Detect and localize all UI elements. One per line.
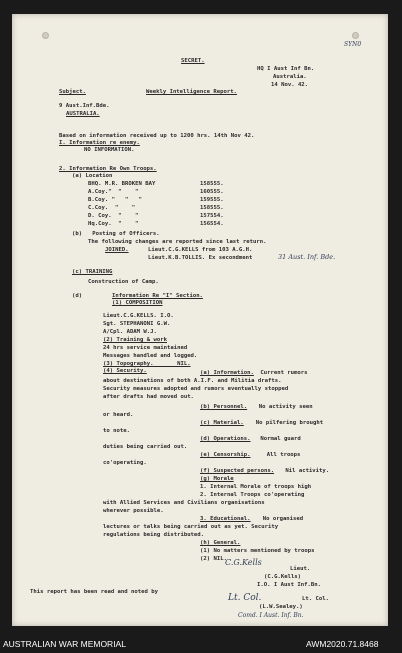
info-text: Current rumors [257,370,308,376]
section-1-heading: I. Information re enemy. [59,140,140,146]
to-note: to note. [103,428,130,434]
location-unit: Hq.Coy. " " [88,221,139,227]
d-label: (d) [72,293,83,299]
signature-name: (C.G.Kells) [264,574,302,580]
training-text: Construction of Camp. [88,279,159,285]
location-unit: C.Coy. " " [88,205,136,211]
location-ref: 158555. [200,205,224,211]
commander-rank: Lt. Col. [302,596,329,602]
morale-1: 1. Internal Morale of troops high [200,484,312,490]
footer-accession: AWM2020.71.8468 [306,639,379,649]
based-on: Based on information received up to 1200 hrs. 14th Nov 42. [59,133,255,139]
joined-2: Lieut.K.B.TOLLIS. Ex secondment [148,255,253,261]
personnel-text: No activity seen [252,404,313,410]
location-label: (a) Location [72,173,113,179]
punch-hole [352,32,359,39]
info-line: after drafts had moved out. [103,394,194,400]
general-label: (h) General. [200,540,241,546]
allied-line: wherever possible. [103,508,164,514]
personnel-label: (b) Personnel. [200,404,248,410]
info-line: about destinations of both A.I.F. and Militia drafts. [103,378,282,384]
handwritten-ref: SYN0 [344,41,362,48]
posting-label: (b) Posting of Officers. [72,231,160,237]
location-ref: 158555. [200,181,224,187]
general-1: (1) No matters mentioned by troops [200,548,315,554]
commander-signature: Lt. Col. [228,593,262,603]
operations-label: (d) Operations. [200,436,251,442]
educational-text: No organised [256,516,304,522]
comp-line: A/Cpl. ADAM W.J. [103,329,157,335]
training-label: (c) TRAINING [72,269,113,275]
cooperating: co'operating. [103,460,147,466]
censorship-label: (e) Censorship. [200,452,251,458]
signature-title: I.O. I Aust Inf.Bn. [257,582,321,588]
info-label: (a) Information. [200,370,254,376]
morale-label: (g) Morale [200,476,234,482]
general-2: (2) NIL. [200,556,227,562]
to-line-1: 9 Aust.Inf.Bde. [59,103,110,109]
censorship-text: All troops [260,452,301,458]
to-line-2: AUSTRALIA. [66,111,100,117]
joined-2-handwritten: 31 Aust. Inf. Bde. [278,253,336,261]
section-2-heading: 2. Information Re Own Troops. [59,166,157,172]
comp-line: Sgt. STEPHANONI G.W. [103,321,171,327]
punch-hole [42,32,49,39]
d-heading: Information Re "I" Section. [112,293,203,299]
suspected-text: Nil activity. [282,468,330,474]
location-unit: D. Coy. " " [88,213,139,219]
training-work: (2) Training & work [103,337,167,343]
posting-text: The following changes are reported since last return. [88,239,267,245]
comp-line: Lieut.C.G.KELLS. I.O. [103,313,174,319]
signature-rank: Lieut. [290,566,311,572]
subject: Weekly Intelligence Report. [146,89,237,95]
commander-handwritten-title: Comd. I Aust. Inf. Bn. [238,612,304,619]
or-heard: or heard. [103,412,134,418]
topography: (3) Topography. NIL. [103,361,191,367]
commander-name: (L.W.Sealey.) [259,604,303,610]
archive-footer [0,636,402,653]
subject-label: Subject. [59,89,86,95]
place: Australia. [273,74,307,80]
allied-line: with Allied Services and Civilians organisations [103,500,265,506]
lectures-line: lectures or talks being carried out as yet. Security [103,524,279,530]
location-ref: 156554. [200,221,224,227]
suspected-label: (f) Suspected persons. [200,468,275,474]
morale-2: 2. Internal Troops co'operating [200,492,305,498]
composition: (1) COMPOSITION [112,300,163,306]
noted-text: This report has been read and noted by [30,589,158,595]
joined-1: Lieut.C.G.KELLS from 103 A.G.H. [148,247,253,253]
section-1-text: NO INFORMATION. [84,147,135,153]
lectures-line: regulations being distributed. [103,532,205,538]
material-label: (c) Material. [200,420,244,426]
location-unit: A.Coy." " " [88,189,139,195]
hq-line: HQ I Aust Inf Bn. [257,66,315,72]
date: 14 Nov. 42. [271,82,309,88]
location-unit: B.Coy. " " " [88,197,142,203]
location-ref: 157554. [200,213,224,219]
footer-institution: AUSTRALIAN WAR MEMORIAL [3,639,126,649]
officer-signature: C.G.Kells [225,558,262,567]
service-line: Messages handled and logged. [103,353,198,359]
educational-label: 3. Educational. [200,516,251,522]
duties: duties being carried out. [103,444,188,450]
material-text: No pilfering brought [249,420,324,426]
info-line: Security measures adopted and rumors eventually stopped [103,386,289,392]
location-unit: BHQ. M.R. BROKEN BAY [88,181,156,187]
service-line: 24 hrs service maintained [103,345,188,351]
location-ref: 160555. [200,189,224,195]
classification: SECRET. [181,58,205,64]
operations-text: Normal guard [257,436,301,442]
security: (4) Security. [103,368,147,374]
joined-label: JOINED. [105,247,129,253]
location-ref: 159555. [200,197,224,203]
